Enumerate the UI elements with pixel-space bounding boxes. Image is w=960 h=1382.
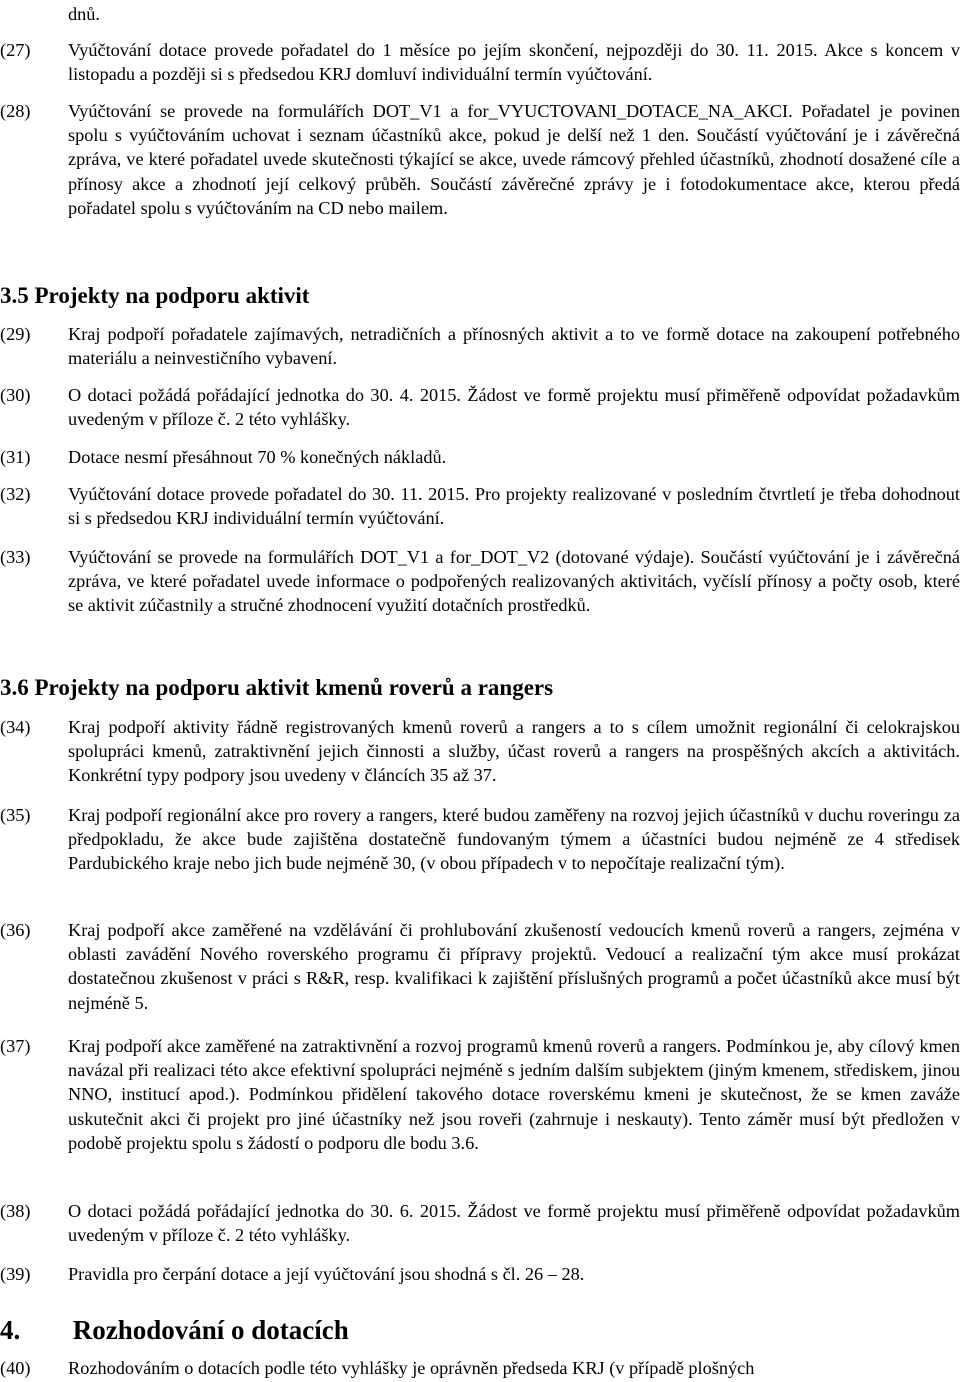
paragraph-number: (38): [0, 1201, 31, 1221]
paragraph-40: [0, 1356, 960, 1380]
paragraph-text: O dotaci požádá pořádající jednotka do 30. 4. 2015. Žádost ve formě projektu musí přiměřeně odpovídat požadavkům uvedeným v příloze č. 2 této vyhlášky.: [68, 385, 960, 430]
section-title: Projekty na podporu aktivit kmenů roverů a rangers: [34, 675, 554, 700]
paragraph-28: [0, 99, 960, 220]
paragraph-number: (37): [0, 1036, 31, 1056]
paragraph-37: [0, 1034, 960, 1155]
paragraph-text: Rozhodováním o dotacích podle této vyhlášky je oprávněn předseda KRJ (v případě plošných: [68, 1358, 755, 1378]
section-heading-3-6: [0, 675, 553, 701]
paragraph-text: Dotace nesmí přesáhnout 70 % konečných nákladů.: [68, 447, 447, 467]
paragraph-text: Pravidla pro čerpání dotace a její vyúčtování jsou shodná s čl. 26 – 28.: [68, 1264, 585, 1284]
paragraph-text: Vyúčtování se provede na formulářích DOT_V1 a for_VYUCTOVANI_DOTACE_NA_AKCI. Pořadatel je povinen spolu s vyúčtováním uchovat i seznam účastníků akce, pokud je delší než 1 den. Součástí vyúčtování je i závěrečná zpráva, ve které pořadatel uvede skutečnosti týkající se akce, uvede rámcový přehled účastníků, zhodnotí dosažené cíle a přínosy akce a zhodnotí její celkový průběh. Součástí závěrečné zprávy je i fotodokumentace akce, kterou předá pořadatel spolu s vyúčtováním na CD nebo mailem.: [68, 101, 960, 218]
paragraph-number: (29): [0, 324, 31, 344]
paragraph-31: [0, 445, 960, 469]
paragraph-number: (39): [0, 1264, 31, 1284]
paragraph-30: [0, 383, 960, 431]
paragraph-number: (32): [0, 484, 31, 504]
paragraph-29: [0, 322, 960, 370]
paragraph-32: [0, 482, 960, 530]
paragraph-text: O dotaci požádá pořádající jednotka do 30. 6. 2015. Žádost ve formě projektu musí přiměřeně odpovídat požadavkům uvedeným v příloze č. 2 této vyhlášky.: [68, 1201, 960, 1246]
paragraph-text: Kraj podpoří pořadatele zajímavých, netradičních a přínosných aktivit a to ve formě dotace na zakoupení potřebného materiálu a neinvestičního vybavení.: [68, 324, 960, 369]
paragraph-number: (27): [0, 40, 31, 60]
paragraph-number: (30): [0, 385, 31, 405]
chapter-heading-4: [0, 1315, 349, 1345]
paragraph-text: Vyúčtování dotace provede pořadatel do 1 měsíce po jejím skončení, nejpozději do 30. 11. 2015. Akce s koncem v listopadu a později si s předsedou KRJ domluví individuální termín vyúčtování.: [68, 40, 960, 85]
paragraph-number: (34): [0, 717, 31, 737]
paragraph-number: (36): [0, 920, 31, 940]
paragraph-text: Vyúčtování dotace provede pořadatel do 30. 11. 2015. Pro projekty realizované v posledním čtvrtletí je třeba dohodnout si s předsedou KRJ individuální termín vyúčtování.: [68, 484, 960, 529]
section-number: 3.6: [0, 675, 29, 700]
paragraph-number: (31): [0, 447, 31, 467]
paragraph-39: [0, 1262, 960, 1286]
section-title: Projekty na podporu aktivit: [34, 283, 310, 308]
carryover-fragment: dnů.: [68, 4, 100, 24]
paragraph-number: (35): [0, 805, 31, 825]
paragraph-34: [0, 715, 960, 788]
paragraph-text: Vyúčtování se provede na formulářích DOT_V1 a for_DOT_V2 (dotované výdaje). Součástí vyúčtování je i závěrečná zpráva, ve které pořadatel uvede informace o podpořených realizovaných aktivitách, vyčíslí přínosy a počty osob, které se aktivit zúčastnily a stručné zhodnocení využití dotačních prostředků.: [68, 547, 960, 616]
paragraph-38: [0, 1199, 960, 1247]
chapter-number: 4.: [0, 1315, 21, 1345]
paragraph-text: Kraj podpoří regionální akce pro rovery a rangers, které budou zaměřeny na rozvoj jejich účastníků v duchu roveringu za předpokladu, že akce bude zajištěna dostatečně fundovaným týmem a účastníci budou nejméně ze 4 středisek Pardubického kraje nebo jich bude nejméně 30, (v obou případech v to nepočítaje realizační tým).: [68, 805, 960, 874]
paragraph-text: Kraj podpoří akce zaměřené na vzdělávání či prohlubování zkušeností vedoucích kmenů roverů a rangers, zejména v oblasti zavádění Nového roverského programu či přípravy projektů. Vedoucí a realizační tým akce musí prokázat dostatečnou zkušenost v práci s R&R, resp. kvalifikaci k zajištění příslušných programů a počet účastníků akce musí být nejméně 5.: [68, 920, 960, 1013]
chapter-title: Rozhodování o dotacích: [72, 1315, 349, 1345]
section-heading-3-5: [0, 283, 309, 309]
paragraph-33: [0, 545, 960, 618]
paragraph-number: (28): [0, 101, 31, 121]
paragraph-number: (40): [0, 1358, 31, 1378]
section-number: 3.5: [0, 283, 29, 308]
paragraph-36: [0, 918, 960, 1015]
paragraph-35: [0, 803, 960, 876]
paragraph-27: [0, 38, 960, 86]
paragraph-text: Kraj podpoří akce zaměřené na zatraktivnění a rozvoj programů kmenů roverů a rangers. Podmínkou je, aby cílový kmen navázal při realizaci této akce efektivní spolupráci nejméně s jedním dalším subjektem (jiným kmenem, střediskem, jinou NNO, institucí apod.). Podmínkou přidělení takového dotace roverskému kmeni je skutečnost, že se kmen zaváže uskutečnit akci či projekt pro jiné účastníky než jsou roveři (zahrnuje i neskauty). Tento záměr musí být předložen v podobě projektu spolu s žádostí o podporu dle bodu 3.6.: [68, 1036, 960, 1153]
paragraph-text: Kraj podpoří aktivity řádně registrovaných kmenů roverů a rangers a to s cílem umožnit regionální či celokrajskou spolupráci kmenů, zatraktivnění jejich činnosti a služby, účast roverů a rangers na prospěšných akcích a aktivitách. Konkrétní typy podpory jsou uvedeny v článcích 35 až 37.: [68, 717, 960, 786]
paragraph-number: (33): [0, 547, 31, 567]
